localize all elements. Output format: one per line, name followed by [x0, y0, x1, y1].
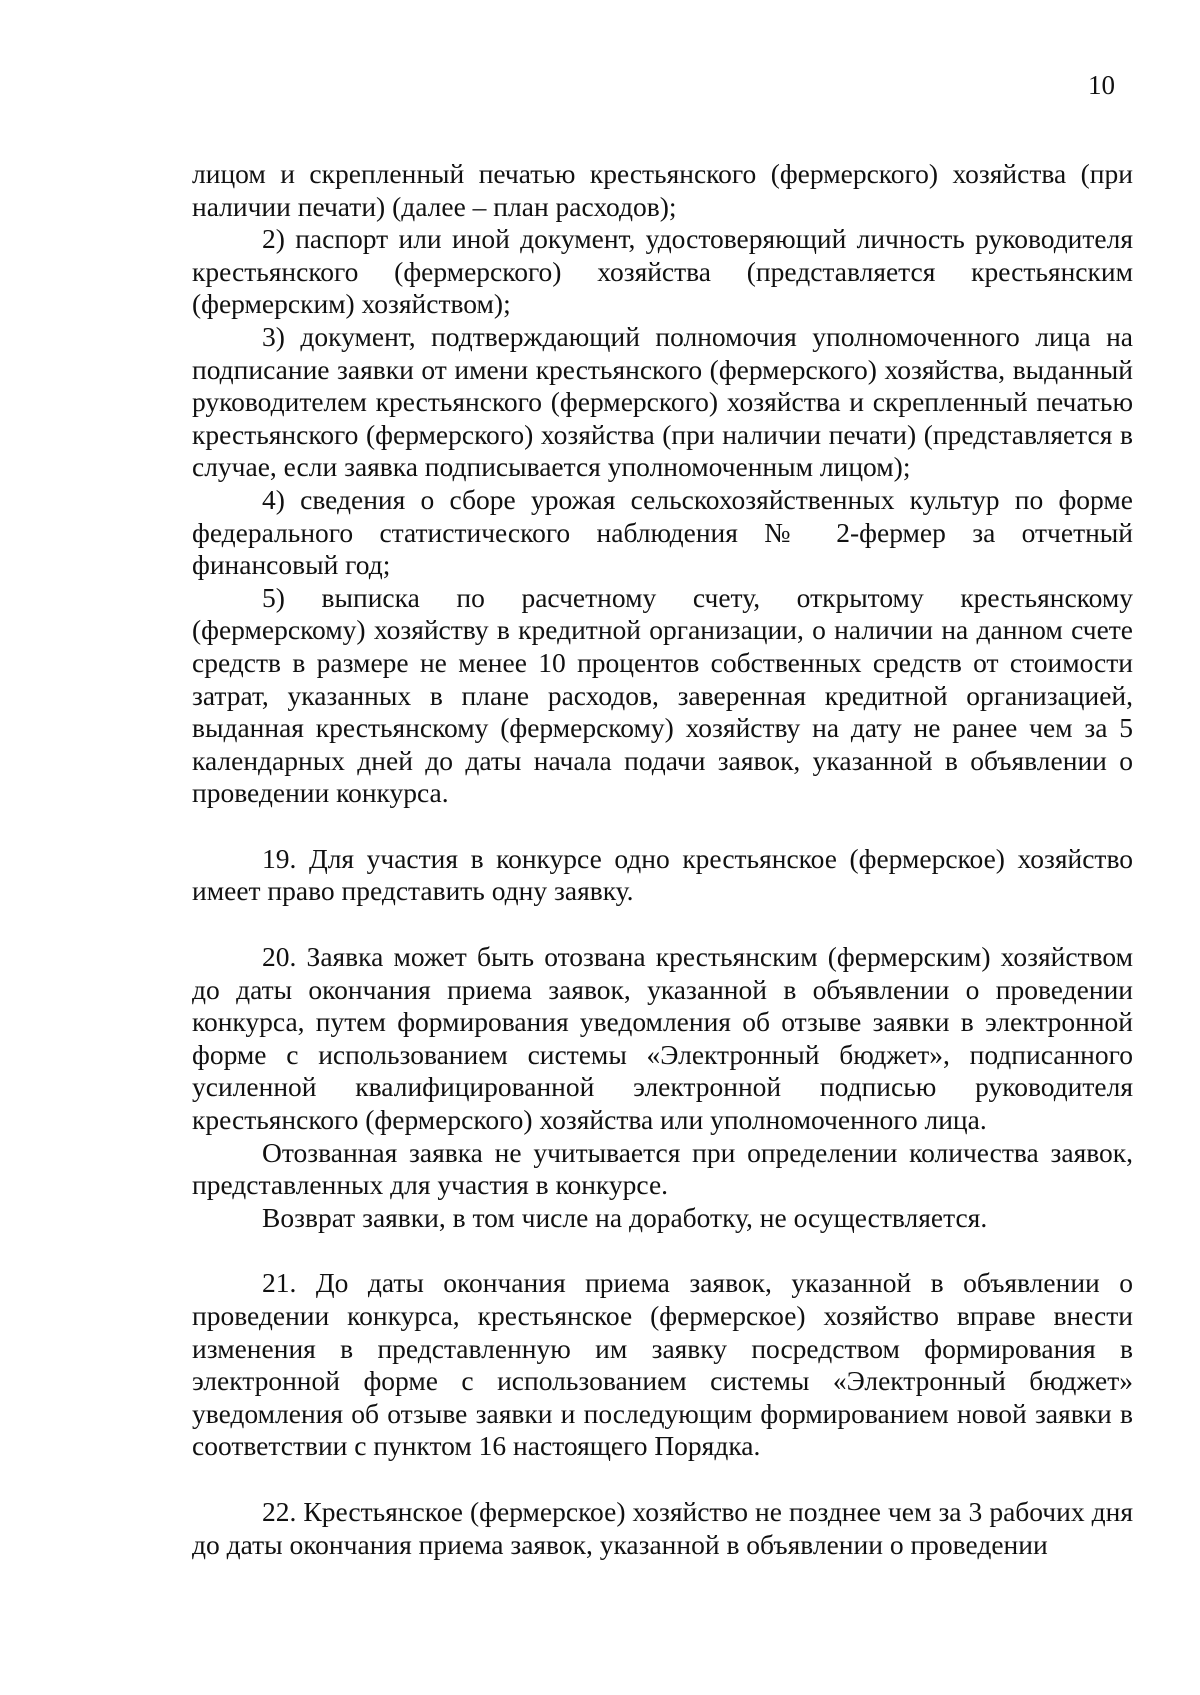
list-item-3: 3) документ, подтверждающий полномочия уполномоченного лица на подписание заявки от имени крестьянского (фермерского) хозяйства, выданный руководителем крестьянского (фермерского) хозяйства и скрепленный печатью крестьянского (фермерского) хозяйства (при наличии печати) (представляется в случае, если заявка подписывается уполномоченным лицом);	[192, 320, 1133, 483]
list-item-5: 5) выписка по расчетному счету, открытому крестьянскому (фермерскому) хозяйству в кредитной организации, о наличии на данном счете средств в размере не менее 10 процентов собственных средств от стоимости затрат, указанных в плане расходов, заверенная кредитной организацией, выданная крестьянскому (фермерскому) хозяйству на дату не ранее чем за 5 календарных дней до даты начала подачи заявок, указанной в объявлении о проведении конкурса.	[192, 581, 1133, 809]
document-body	[192, 158, 1133, 1561]
paragraph-continuation: лицом и скрепленный печатью крестьянского (фермерского) хозяйства (при наличии печати) (далее – план расходов);	[192, 158, 1133, 222]
clause-21: 21. До даты окончания приема заявок, указанной в объявлении о проведении конкурса, крестьянское (фермерское) хозяйство вправе внести изменения в представленную им заявку посредством формирования в электронной форме с использованием системы «Электронный бюджет» уведомления об отзыве заявки и последующим формированием новой заявки в соответствии с пунктом 16 настоящего Порядка.	[192, 1267, 1133, 1462]
clause-20: 20. Заявка может быть отозвана крестьянским (фермерским) хозяйством до даты окончания приема заявок, указанной в объявлении о проведении конкурса, путем формирования уведомления об отзыве заявки в электронной форме с использованием системы «Электронный бюджет», подписанного усиленной квалифицированной электронной подписью руководителя крестьянского (фермерского) хозяйства или уполномоченного лица.	[192, 941, 1133, 1136]
list-item-4: 4) сведения о сборе урожая сельскохозяйственных культур по форме федерального статистического наблюдения № 2-фермер за отчетный финансовый год;	[192, 483, 1133, 581]
clause-20-withdrawn-note: Отозванная заявка не учитывается при определении количества заявок, представленных для участия в конкурсе.	[192, 1136, 1133, 1201]
list-item-2: 2) паспорт или иной документ, удостоверяющий личность руководителя крестьянского (фермерского) хозяйства (представляется крестьянским (фермерским) хозяйством);	[192, 223, 1133, 320]
page-number: 10	[1088, 70, 1115, 100]
clause-19: 19. Для участия в конкурсе одно крестьянское (фермерское) хозяйство имеет право представить одну заявку.	[192, 842, 1133, 907]
clause-20-return-note: Возврат заявки, в том числе на доработку, не осуществляется.	[262, 1201, 988, 1233]
clause-22: 22. Крестьянское (фермерское) хозяйство не позднее чем за 3 рабочих дня до даты окончания приема заявок, указанной в объявлении о проведении	[192, 1495, 1133, 1560]
